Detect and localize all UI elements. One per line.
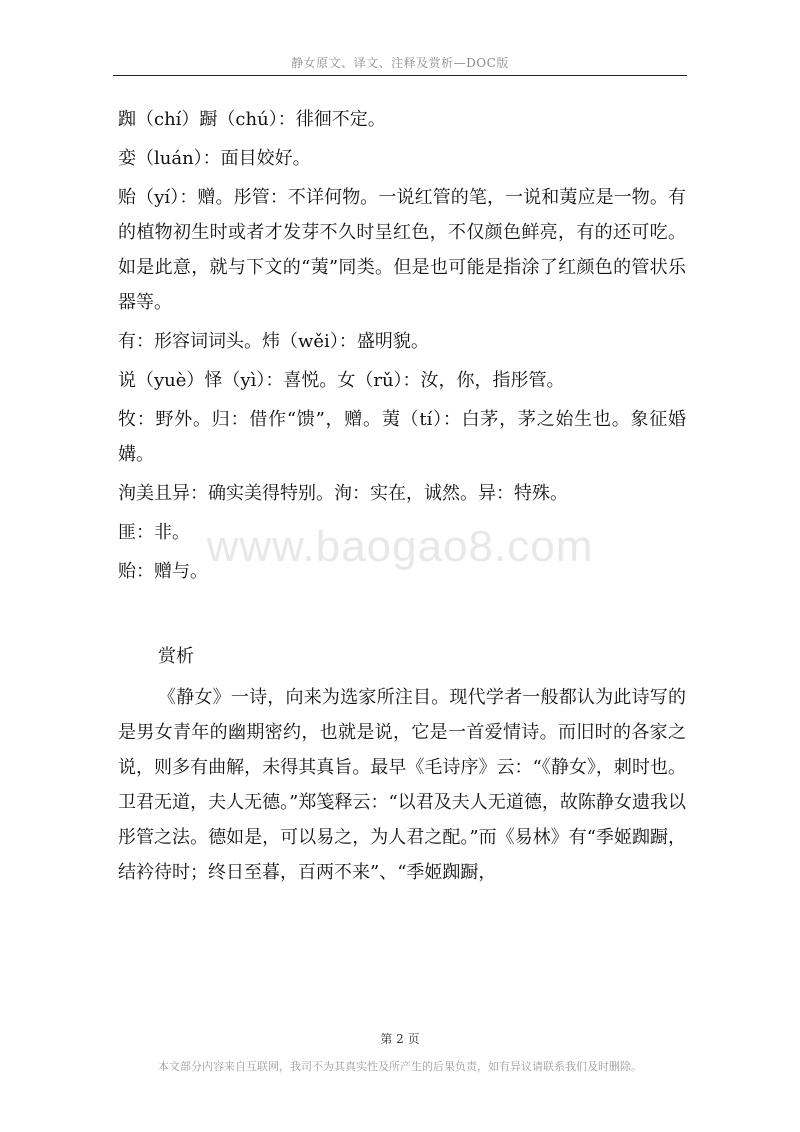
- header-divider: [113, 75, 687, 76]
- footer-disclaimer: 本文部分内容来自互联网，我司不为其真实性及所产生的后果负责，如有异议请联系我们及时删除。: [158, 1060, 642, 1073]
- watermark: www.baogao8.com: [206, 522, 594, 571]
- document-body: [118, 102, 686, 890]
- page-number: 第 2 页: [380, 1032, 420, 1046]
- note-yi-zengyu: 贻：赠与。: [118, 561, 208, 582]
- section-spacer: [118, 593, 686, 639]
- note-yi-tongguan: 贻（yí）：赠。彤管：不详何物。一说红管的笔，一说和荑应是一物。有的植物初生时或者才发芽不久时呈红色，不仅颜色鲜亮，有的还可吃。如是此意，就与下文的“荑”同类。但是也可能是指涂了红颜色的管状乐器等。: [118, 187, 686, 313]
- note-mu-gui-ti: 牧：野外。归：借作“馈”，赠。荑（tí）：白茅，茅之始生也。象征婚媾。: [118, 409, 686, 465]
- note-xunmei: 洵美且异：确实美得特别。洵：实在，诚然。异：特殊。: [118, 483, 568, 504]
- analysis-heading: 赏析: [158, 646, 194, 667]
- analysis-paragraph: 《静女》一诗，向来为选家所注目。现代学者一般都认为此诗写的是男女青年的幽期密约，也就是说，它是一首爱情诗。而旧时的各家之说，则多有曲解，未得其真旨。最早《毛诗序》云：“《静女》，刺时也。卫君无道，夫人无德。”郑笺释云：“以君及夫人无道德，故陈静女遗我以彤管之法。德如是，可以易之，为人君之配。”而《易林》有“季姬踟蹰，结衿待时；终日至暮，百两不来”、“季姬踟蹰，: [118, 687, 686, 883]
- note-fei: 匪：非。: [118, 522, 190, 543]
- note-luan: 娈（luán）：面目姣好。: [118, 148, 311, 169]
- note-chichu: 踟（chí）蹰（chú）：徘徊不定。: [118, 109, 386, 130]
- note-yueyi-ru: 说（yuè）怿（yì）：喜悦。女（rǔ）：汝，你，指彤管。: [118, 370, 565, 391]
- page-header-title: 静女原文、译文、注释及赏析—DOC版: [291, 56, 509, 70]
- note-you-wei: 有：形容词词头。炜（wěi）：盛明貌。: [118, 331, 429, 352]
